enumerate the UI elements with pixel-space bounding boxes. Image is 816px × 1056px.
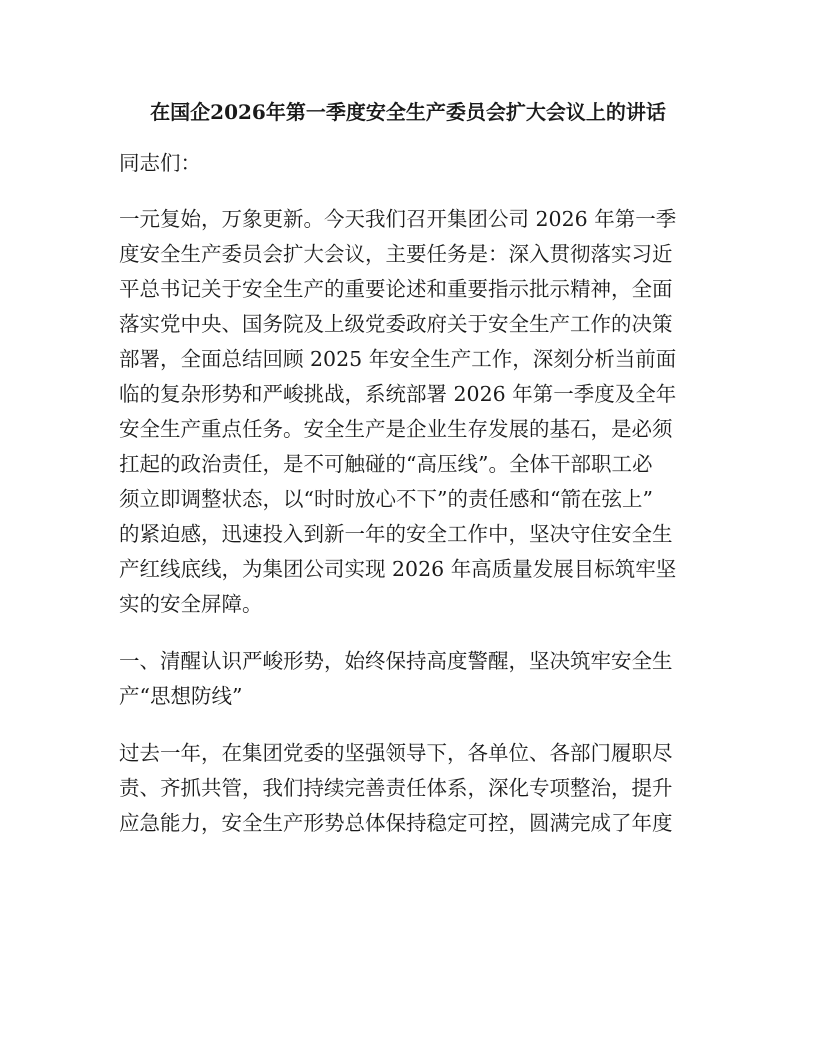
paragraph-line: 实的安全屏障。 [119, 592, 263, 616]
paragraph-line: 度安全生产委员会扩大会议，主要任务是：深入贯彻落实习近 [119, 242, 673, 266]
paragraph-line: 责、齐抓共管，我们持续完善责任体系，深化专项整治，提升 [119, 776, 673, 800]
paragraph-line: 的紧迫感，迅速投入到新一年的安全工作中，坚决守住安全生 [119, 522, 673, 546]
paragraph-line: 扛起的政治责任，是不可触碰的“高压线”。全体干部职工必 [119, 452, 653, 476]
paragraph-line: 平总书记关于安全生产的重要论述和重要指示批示精神，全面 [119, 277, 673, 301]
paragraph-line: 安全生产重点任务。安全生产是企业生存发展的基石，是必须 [119, 417, 673, 441]
paragraph-line: 过去一年，在集团党委的坚强领导下，各单位、各部门履职尽 [119, 741, 673, 765]
paragraph-line: 须立即调整状态，以“时时放心不下”的责任感和“箭在弦上” [119, 487, 653, 511]
paragraph-line: 一元复始，万象更新。今天我们召开集团公司 2026 年第一季 [119, 207, 677, 231]
paragraph-line: 部署，全面总结回顾 2025 年安全生产工作，深刻分析当前面 [119, 347, 677, 371]
heading-line: 一、清醒认识严峻形势，始终保持高度警醒，坚决筑牢安全生 [119, 649, 673, 673]
paragraph-line: 产红线底线，为集团公司实现 2026 年高质量发展目标筑牢坚 [119, 557, 677, 581]
document-title: 在国企2026年第一季度安全生产委员会扩大会议上的讲话 [150, 100, 666, 124]
paragraph-line: 落实党中央、国务院及上级党委政府关于安全生产工作的决策 [119, 312, 673, 336]
paragraph-line: 应急能力，安全生产形势总体保持稳定可控，圆满完成了年度 [119, 811, 673, 835]
heading-line: 产“思想防线” [119, 684, 243, 708]
paragraph-line: 临的复杂形势和严峻挑战，系统部署 2026 年第一季度及全年 [119, 382, 677, 406]
salutation: 同志们： [119, 151, 201, 175]
